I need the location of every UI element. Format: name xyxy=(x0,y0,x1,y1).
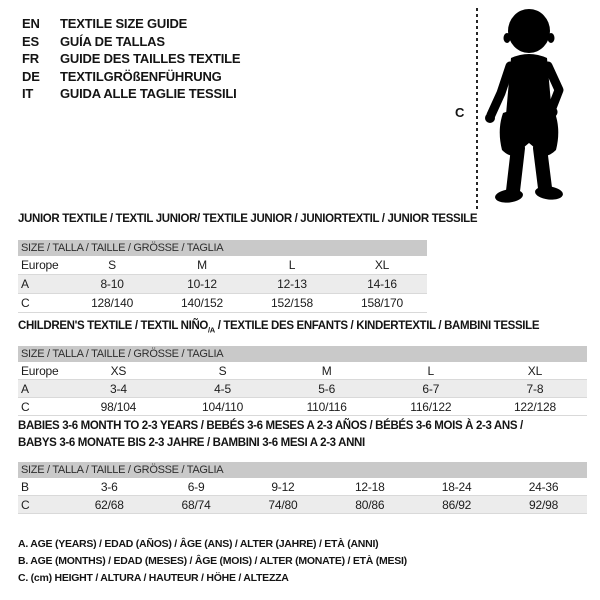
language-title: GUÍA DE TALLAS xyxy=(60,33,165,49)
table-title-junior: JUNIOR TEXTILE / TEXTIL JUNIOR/ TEXTILE JUNIOR / JUNIORTEXTIL / JUNIOR TESSILE xyxy=(18,213,478,225)
legend-note-c: C. (cm) HEIGHT / ALTURA / HAUTEUR / HÖHE / ALTEZZA xyxy=(18,572,289,584)
language-row xyxy=(22,85,240,103)
title-text: CHILDREN'S TEXTILE / TEXTIL NIÑO xyxy=(18,320,209,332)
value-cell: S xyxy=(218,363,227,378)
row-label-cell: A xyxy=(21,381,29,396)
language-code: FR xyxy=(22,51,39,67)
language-title-list xyxy=(22,15,240,103)
value-cell: L xyxy=(427,363,435,378)
value-cell: 3-6 xyxy=(100,479,118,494)
value-cell: 6-9 xyxy=(187,479,205,494)
baby-silhouette-icon xyxy=(481,8,575,208)
language-row xyxy=(22,33,240,51)
value-cell: 116/122 xyxy=(410,399,452,414)
value-cell: 4-5 xyxy=(214,381,231,396)
row-label-cell: Europe xyxy=(21,363,59,378)
value-cell: 104/110 xyxy=(202,399,244,414)
legend-notes xyxy=(18,536,407,587)
value-cell: 6-7 xyxy=(422,381,440,396)
table-row xyxy=(18,478,587,496)
value-cell: 18-24 xyxy=(441,479,472,494)
value-cell: 62/68 xyxy=(94,497,124,512)
value-cell: M xyxy=(321,363,332,378)
legend-note-b: B. AGE (MONTHS) / EDAD (MESES) / ÂGE (MOIS) / ALTER (MONATE) / ETÀ (MESI) xyxy=(18,555,407,567)
title-subscript: /A xyxy=(208,325,215,335)
table-row xyxy=(18,275,427,294)
height-measure-dashed-line xyxy=(476,8,478,210)
value-cell: 7-8 xyxy=(526,381,544,396)
value-cell: XS xyxy=(110,363,127,378)
language-title: GUIDA ALLE TAGLIE TESSILI xyxy=(60,86,237,102)
babies-size-table xyxy=(18,462,587,514)
language-code: DE xyxy=(22,68,40,84)
language-row xyxy=(22,15,240,33)
language-code: EN xyxy=(22,16,40,32)
language-title: GUIDE DES TAILLES TEXTILE xyxy=(60,51,241,67)
size-header-bar: SIZE / TALLA / TAILLE / GRÖSSE / TAGLIA xyxy=(18,346,587,362)
row-label-cell: C xyxy=(21,399,30,414)
table-title-babies xyxy=(18,418,523,451)
value-cell: 92/98 xyxy=(529,497,559,512)
value-cell: 3-4 xyxy=(110,381,127,396)
language-row xyxy=(22,50,240,68)
value-cell: 152/158 xyxy=(271,296,313,310)
value-cell: 68/74 xyxy=(181,497,211,512)
value-cell: 80/86 xyxy=(355,497,385,512)
language-title: TEXTILGRÖßENFÜHRUNG xyxy=(60,68,222,84)
value-cell: 24-36 xyxy=(528,479,559,494)
value-cell: 122/128 xyxy=(513,399,556,414)
row-label-cell: C xyxy=(21,296,30,310)
title-text: / TEXTILE DES ENFANTS / KINDERTEXTIL / BAMBINI TESSILE xyxy=(214,320,540,332)
value-cell: 9-12 xyxy=(271,479,295,494)
row-label-cell: A xyxy=(21,277,29,291)
row-label-cell: B xyxy=(21,479,29,494)
value-cell: XL xyxy=(527,363,543,378)
table-row xyxy=(18,256,427,275)
size-header-bar: SIZE / TALLA / TAILLE / GRÖSSE / TAGLIA xyxy=(18,240,427,256)
language-code: IT xyxy=(22,86,34,102)
table-title-babies-line2: BABYS 3-6 MONATE BIS 2-3 JAHRE / BAMBINI 3-6 MESI A 2-3 ANNI xyxy=(18,436,365,449)
table-row xyxy=(18,398,587,416)
value-cell: 110/116 xyxy=(306,399,347,414)
junior-size-table xyxy=(18,240,427,313)
language-code: ES xyxy=(22,33,39,49)
value-cell: 5-6 xyxy=(318,381,336,396)
value-cell: M xyxy=(197,258,207,272)
table-row xyxy=(18,294,427,313)
value-cell: 140/152 xyxy=(181,296,224,310)
row-label-cell: Europe xyxy=(21,258,59,272)
row-label-cell: C xyxy=(21,497,30,512)
language-row xyxy=(22,68,240,86)
children-size-table xyxy=(18,346,587,416)
value-cell: 12-13 xyxy=(277,277,307,291)
legend-note-a: A. AGE (YEARS) / EDAD (AÑOS) / ÂGE (ANS) / ALTER (JAHRE) / ETÀ (ANNI) xyxy=(18,538,379,550)
value-cell: XL xyxy=(374,258,390,272)
value-cell: L xyxy=(288,258,296,272)
value-cell: 98/104 xyxy=(100,399,137,414)
value-cell: 158/170 xyxy=(361,296,403,310)
value-cell: 86/92 xyxy=(442,497,472,512)
size-header-bar: SIZE / TALLA / TAILLE / GRÖSSE / TAGLIA xyxy=(18,462,587,478)
table-row xyxy=(18,380,587,398)
value-cell: 128/140 xyxy=(91,296,134,310)
value-cell: 14-16 xyxy=(367,277,397,291)
language-title: TEXTILE SIZE GUIDE xyxy=(60,16,188,32)
value-cell: 12-18 xyxy=(354,479,385,494)
table-row xyxy=(18,496,587,514)
table-row xyxy=(18,362,587,380)
value-cell: 10-12 xyxy=(187,277,217,291)
value-cell: S xyxy=(108,258,116,272)
table-title-babies-line1: BABIES 3-6 MONTH TO 2-3 YEARS / BEBÉS 3-6 MESES A 2-3 AÑOS / BÉBÉS 3-6 MOIS À 2-3 ANS / xyxy=(18,420,523,432)
table-title-children xyxy=(18,320,539,334)
value-cell: 74/80 xyxy=(268,497,298,512)
height-label-c: C xyxy=(455,105,465,120)
value-cell: 8-10 xyxy=(100,277,124,291)
